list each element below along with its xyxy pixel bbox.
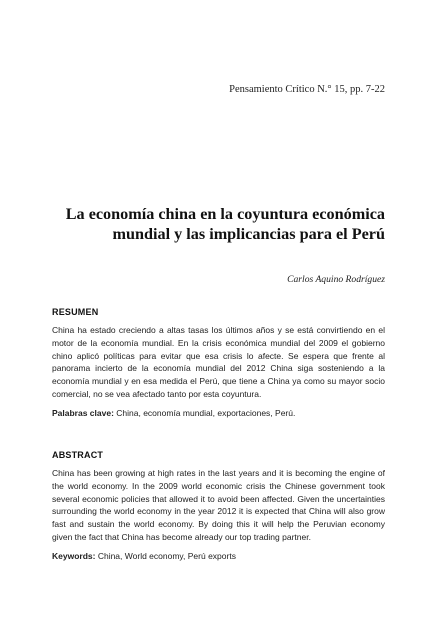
abstract-body: China has been growing at high rates in the last years and it is becoming the engine of the world economy. In the 2009 world economic crisis the Chinese government took several economic policies that allowed it to avoid been affected. Given the uncertainties surrounding the world economy in the year 2012 it is expected that China will also grow fast and sustain the world economy. By doing this it will help the Peruvian economy given the fact that China has become already our top trading partner. (52, 468, 385, 542)
keywords-values: China, World economy, Perú exports (95, 550, 236, 561)
keywords-label: Keywords: (52, 550, 96, 561)
resumen-heading: RESUMEN (52, 307, 99, 317)
palabras-clave-values: China, economía mundial, exportaciones, Perú. (113, 407, 296, 418)
palabras-clave (52, 407, 385, 419)
resumen-section (52, 307, 385, 419)
abstract-heading: ABSTRACT (52, 450, 104, 460)
article-author: Carlos Aquino Rodríguez (287, 274, 385, 285)
palabras-clave-label: Palabras clave: (52, 407, 114, 418)
keywords (52, 550, 385, 562)
journal-citation: Pensamiento Crítico N.° 15, pp. 7-22 (229, 84, 385, 95)
resumen-body: China ha estado creciendo a altas tasas los últimos años y se está convirtiendo en el motor de la economía mundial. En la crisis económica mundial del 2009 el gobierno chino aplicó políticas para evitar que esa crisis lo afecte. Se espera que frente al panorama incierto de la economía mundial del 2012 China siga sosteniendo a la economía mundial y en esa medida el Perú, que tiene a China ya como su mayor socio comercial, no se vea afectado tanto por esta coyuntura. (52, 325, 385, 399)
article-title: La economía china en la coyuntura económica mundial y las implicancias para el Perú (65, 205, 385, 243)
abstract-section (52, 450, 385, 562)
